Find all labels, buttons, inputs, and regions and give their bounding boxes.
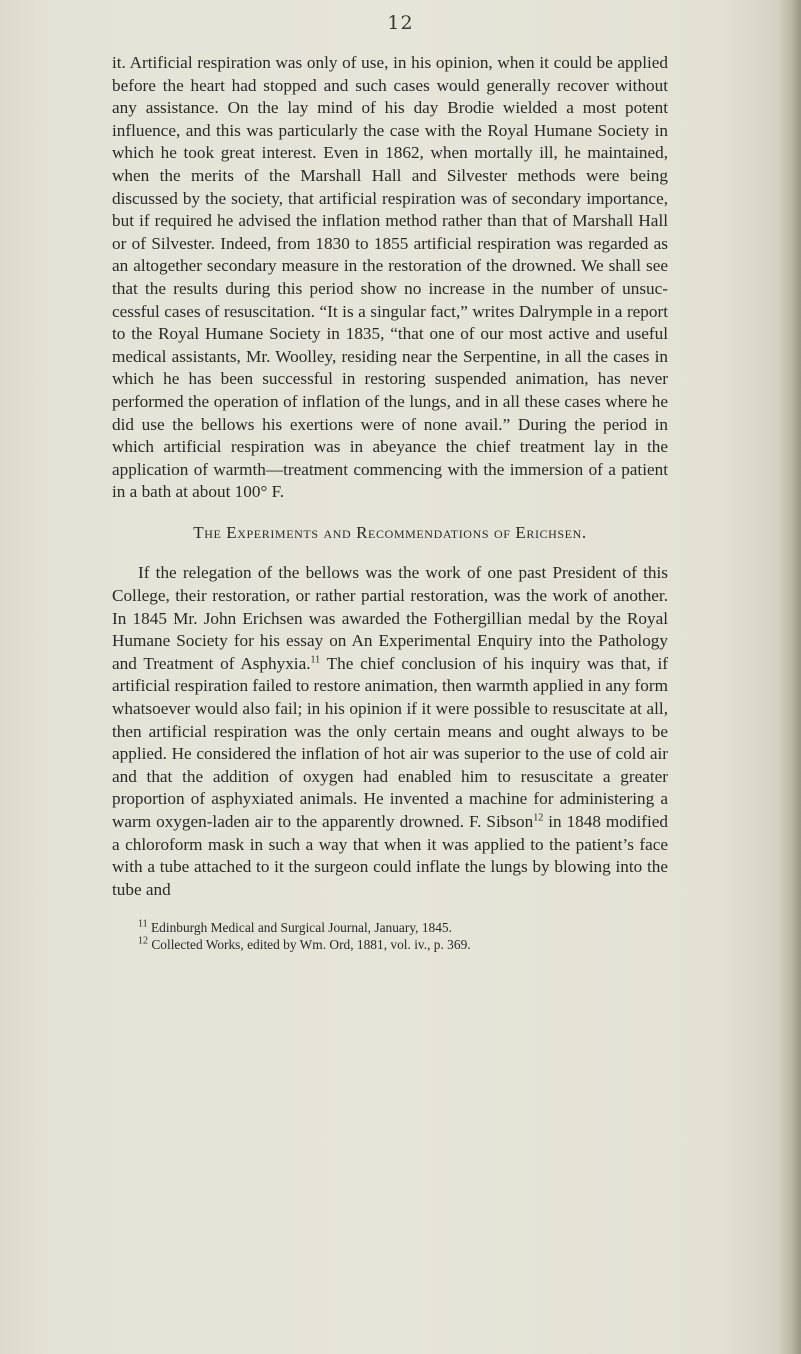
footnotes	[112, 919, 668, 953]
paragraph-text-part-b: The chief conclusion of his inquiry was that, if artificial respiration failed to restore animation, then warmth applied in any form whatsoever would also fail; in his opinion if it were possible to resuscitate at all, then artificial respiration was the only certain means and ought always to be applied. He considered the inflation of hot air was superior to the use of cold air and that the addition of oxygen had enabled him to resuscitate a greater proportion of asphyxiated animals. He invented a machine for administering a warm oxygen-laden air to the apparently drowned. F. Sibson	[112, 653, 668, 831]
paragraph-erichsen	[112, 562, 668, 901]
section-heading: The Experiments and Recommendations of Erichsen.	[193, 522, 587, 542]
footnote-text: Edinburgh Medical and Surgical Journal, January, 1845.	[147, 920, 452, 936]
paragraph-text-part-c: in 1848 modified a chloroform mask in such a way that when it was applied to the patient’s face with a tube attached to it the surgeon could inflate the lungs by blowing into the tube and	[112, 812, 668, 899]
footnote-ref-11: 11	[310, 654, 321, 666]
paragraph-text-part-a: If the relegation of the bellows was the work of one past President of this College, their restoration, or rather partial restoration, was the work of another. In 1845 Mr. John Erichsen was awarded the Fothergillian medal by the Royal Humane Society for his essay on An Experimental Enquiry into the Pathology and Treatment of Asphyxia.	[112, 563, 668, 673]
footnote-number: 11	[138, 918, 148, 930]
footnote-number: 12	[138, 935, 148, 947]
footnote-11	[112, 919, 668, 936]
main-text	[112, 52, 668, 953]
footnote-ref-12: 12	[533, 812, 544, 824]
footnote-12	[112, 936, 668, 953]
paragraph-continued: it. Artificial respiration was only of use, in his opinion, when it could be applied before the heart had stopped and such cases would generally recover without any assistance. On the lay mind of his day Brodie wielded a most potent influence, and this was particularly the case with the Royal Humane Society in which he took great interest. Even in 1862, when mortally ill, he maintained, when the merits of the Marshall Hall and Silvester methods were being discussed by the society, that artificial respiration was of secondary importance, but if required he advised the inflation method rather than that of Marshall Hall or of Silvester. Indeed, from 1830 to 1855 artificial respiration was regarded as an altogether secondary measure in the restoration of the drowned. We shall see that the results during this period show no increase in the number of unsuccessful cases of resuscitation. “It is a singular fact,” writes Dalrymple in a report to the Royal Humane Society in 1835, “that one of our most active and useful medical assistants, Mr. Woolley, residing near the Serpentine, in all the cases in which he has been successful in restoring suspended animation, has never performed the operation of inflation of the lungs, and in all these cases where he did use the bellows his exertions were of none avail.” During the period in which artificial respiration was in abeyance the chief treatment lay in the application of warmth—treatment commencing with the immersion of a patient in a bath at about 100° F.	[112, 53, 668, 502]
page-number: 12	[387, 12, 414, 34]
footnote-text: Collected Works, edited by Wm. Ord, 1881, vol. iv., p. 369.	[148, 937, 471, 953]
page-edge-shadow	[779, 0, 801, 1354]
